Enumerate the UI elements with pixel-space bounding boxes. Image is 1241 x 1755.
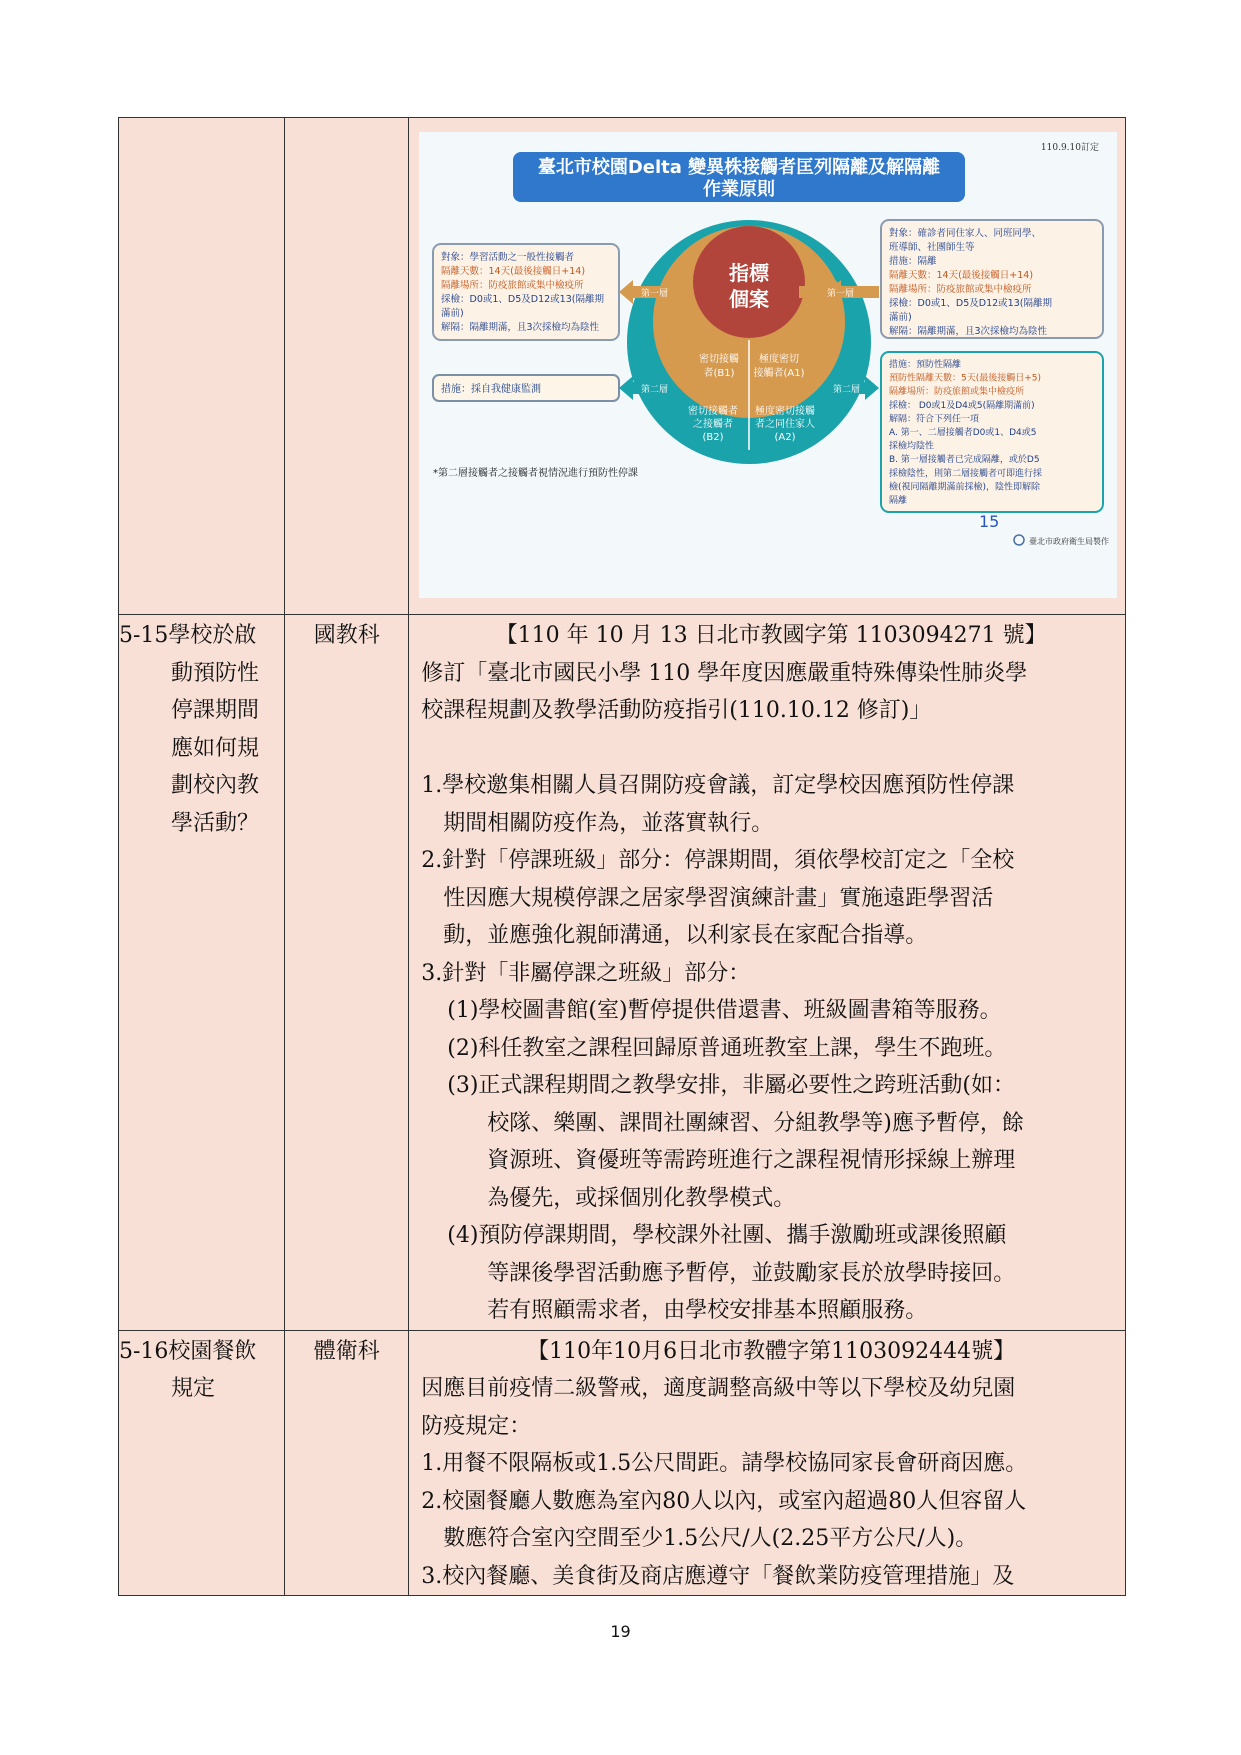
intro-line: 修訂「臺北市國民小學 110 學年度因應嚴重特殊傳染性肺炎學: [421, 660, 1028, 686]
faq-table: [118, 117, 1126, 1596]
box-line: 隔離天數：14天(最後接觸日+14): [889, 270, 1034, 281]
a2-label: 極度密切接觸者之同住家人(A2): [755, 406, 816, 443]
left-layer2-label: 第二層: [641, 385, 669, 395]
box-line: 解隔：隔離期滿，且3次採檢均為陰性: [889, 326, 1048, 337]
item-2: 2.校園餐廳人數應為室內80人以內，或室內超過80人但容留人: [421, 1488, 1027, 1514]
box-line: 採檢： D0或1及D4或5(隔離期滿前): [889, 400, 1035, 411]
box-line: 對象：確診者同住家人、同班同學、: [889, 228, 1042, 239]
b2-label: 密切接觸者之接觸者(B2): [688, 406, 739, 443]
item-3: 3.針對「非屬停課之班級」部分：: [421, 960, 751, 986]
item-2-cont: 性因應大規模停課之居家學習演練計畫」實施遠距學習活: [443, 885, 994, 911]
intro-line: 校課程規劃及教學活動防疫指引(110.10.12 修訂)」: [421, 698, 932, 723]
row-5-15-dept: [285, 615, 409, 1331]
sub-item-2: (2)科任教室之課程回歸原普通班教室上課，學生不跑班。: [447, 1035, 1007, 1061]
topic-line: 應如何規: [171, 735, 260, 761]
item-2-cont: 動，並應強化親師溝通，以利家長在家配合指導。: [443, 923, 928, 948]
box-line: 隔離: [889, 496, 908, 506]
sub-item-1: (1)學校圖書館(室)暫停提供借還書、班級圖書箱等服務。: [447, 998, 1002, 1023]
item-2-cont: 數應符合室內空間至少1.5公尺/人(2.25平方公尺/人)。: [443, 1526, 978, 1551]
box-line: 措施：預防性隔離: [889, 360, 962, 370]
box-line: 滿前): [889, 312, 912, 323]
sub-item-4-cont: 若有照顧需求者，由學校安排基本照顧服務。: [487, 1298, 928, 1323]
right-layer2-label: 第二層: [833, 385, 861, 395]
left-layer1-label: 第一層: [641, 289, 669, 299]
topic-line: 5-15學校於啟: [119, 623, 257, 648]
box-line: 隔離場所：防疫旅館或集中檢疫所: [889, 387, 1025, 398]
box-line: 解隔：符合下列任一項: [889, 414, 980, 425]
right-layer1-label: 第一層: [827, 289, 855, 299]
topic-line: 停課期間: [171, 698, 260, 723]
box-line: 對象：學習活動之一般性接觸者: [441, 252, 575, 263]
row-5-15: [119, 615, 1126, 1331]
row-5-16-dept: [285, 1330, 409, 1596]
page-number: 19: [610, 1622, 631, 1641]
box-line: A. 第一、二層接觸者D0或1、D4或5: [889, 428, 1037, 438]
slide-number: 15: [979, 512, 1000, 531]
box-line: 預防性隔離天數：5天(最後接觸日+5): [889, 373, 1042, 384]
topic-line: 動預防性: [171, 660, 260, 686]
index-case-label-1: 指標: [729, 261, 770, 285]
box-line: 措施：隔離: [889, 256, 937, 267]
row-5-15-content: [409, 615, 1126, 1331]
row-5-15-topic: [119, 615, 285, 1331]
row-5-16-content: [409, 1330, 1126, 1596]
box-line: 採檢：D0或1、D5及D12或13(隔離期: [889, 298, 1053, 309]
box-line: 檢(視同隔離期滿前採檢)，陰性即解除: [889, 482, 1041, 493]
box-line: 班導師、社團師生等: [889, 242, 975, 253]
box-line: 採檢：D0或1、D5及D12或13(隔離期: [441, 294, 605, 305]
box-line: 滿前): [441, 308, 464, 319]
topic-line: 劃校內教: [171, 773, 260, 798]
box-line: 隔離場所：防疫旅館或集中檢疫所: [889, 284, 1032, 295]
item-1-cont: 期間相關防疫作為，並落實執行。: [443, 810, 774, 836]
sub-item-3: (3)正式課程期間之教學安排，非屬必要性之跨班活動(如：: [447, 1073, 1016, 1098]
row-5-16: [119, 1330, 1126, 1596]
item-2: 2.針對「停課班級」部分：停課期間，須依學校訂定之「全校: [421, 848, 1015, 873]
figure-cell: [409, 118, 1126, 615]
intro-line: 防疫規定：: [421, 1413, 532, 1439]
date-note: 110.9.10訂定: [1041, 143, 1100, 153]
item-1: 1.用餐不限隔板或1.5公尺間距。請學校協同家長會研商因應。: [421, 1451, 1028, 1476]
sub-item-4: (4)預防停課期間，學校課外社團、攜手激勵班或課後照顧: [447, 1223, 1007, 1248]
sub-item-3-cont: 資源班、資優班等需跨班進行之課程視情形採線上辦理: [487, 1148, 1016, 1173]
box-line: 隔離天數：14天(最後接觸日+14): [441, 266, 586, 277]
document-number: 【110年10月6日北市教體字第1103092444號】: [527, 1338, 1016, 1364]
sub-item-4-cont: 等課後學習活動應予暫停，並鼓勵家長於放學時接回。: [487, 1260, 1016, 1286]
figure-row: [119, 118, 1126, 615]
row-5-16-topic: [119, 1330, 285, 1596]
box-line: 隔離場所：防疫旅館或集中檢疫所: [441, 280, 584, 291]
box-line: B. 第一層接觸者已完成隔離，或於D5: [889, 455, 1040, 466]
sub-item-3-cont: 為優先，或採個別化教學模式。: [487, 1185, 796, 1211]
index-case-label-2: 個案: [729, 287, 770, 311]
figure-topic-cell: [119, 118, 285, 615]
box-line: 採檢均陰性: [889, 441, 935, 452]
topic-line: 5-16校園餐飲: [119, 1338, 257, 1364]
department: 國教科: [313, 623, 380, 648]
topic-line: 學活動？: [171, 810, 260, 836]
department: 體衛科: [313, 1338, 380, 1364]
sub-item-3-cont: 校隊、樂團、課間社團練習、分組教學等)應予暫停，餘: [487, 1110, 1024, 1136]
a1-label: 極度密切接觸者(A1): [753, 354, 805, 379]
delta-isolation-diagram: [419, 132, 1117, 598]
box-line: 解隔：隔離期滿，且3次採檢均為陰性: [441, 322, 600, 333]
diagram-title-line2: 作業原則: [703, 179, 776, 200]
footnote: *第二層接觸者之接觸者視情況進行預防性停課: [433, 468, 639, 479]
figure-dept-cell: [285, 118, 409, 615]
left-measure-text: 措施：採自我健康監測: [441, 384, 542, 395]
document-number: 【110 年 10 月 13 日北市教國字第 1103094271 號】: [495, 623, 1047, 648]
item-1: 1.學校邀集相關人員召開防疫會議，訂定學校因應預防性停課: [421, 773, 1015, 798]
b1-label: 密切接觸者(B1): [699, 354, 740, 379]
credit-text: 臺北市政府衛生局製作: [1029, 537, 1110, 546]
box-line: 採檢陰性，則第二層接觸者可即進行採: [889, 468, 1043, 479]
intro-line: 因應目前疫情二級警戒，適度調整高級中等以下學校及幼兒園: [421, 1376, 1016, 1401]
topic-line: 規定: [171, 1376, 216, 1401]
item-3: 3.校內餐廳、美食街及商店應遵守「餐飲業防疫管理措施」及: [421, 1563, 1015, 1589]
diagram-title-line1: 臺北市校園Delta 變異株接觸者匡列隔離及解隔離: [538, 157, 941, 178]
